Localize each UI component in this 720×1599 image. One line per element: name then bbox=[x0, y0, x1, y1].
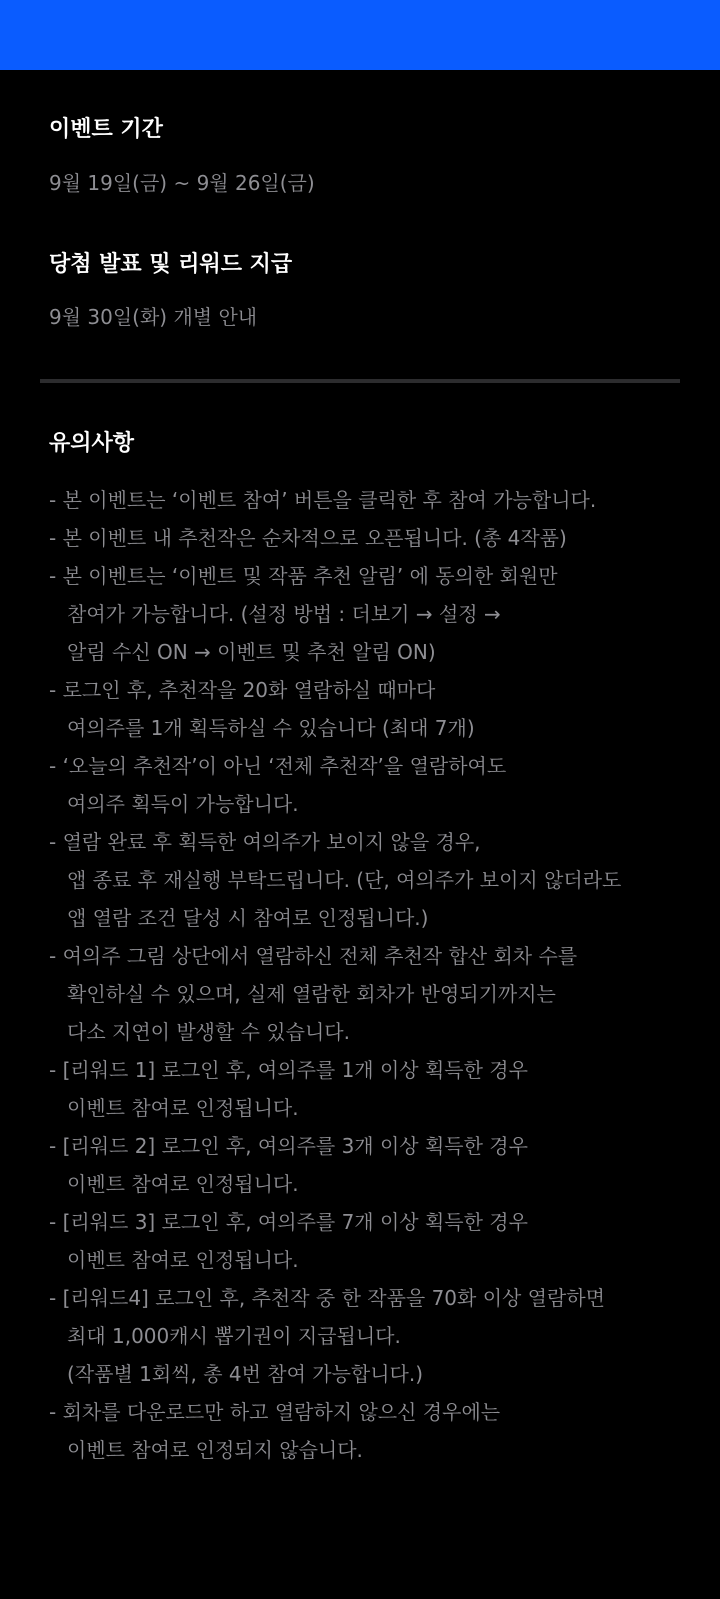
note-line: 여의주를 1개 획득하실 수 있습니다 (최대 7개) bbox=[67, 716, 475, 740]
note-line: 이벤트 참여로 인정되지 않습니다. bbox=[67, 1438, 363, 1462]
note-line: - 본 이벤트는 ‘이벤트 및 작품 추천 알림’ 에 동의한 회원만 bbox=[49, 564, 558, 588]
note-line: 앱 종료 후 재실행 부탁드립니다. (단, 여의주가 보이지 않더라도 bbox=[67, 868, 622, 892]
note-line: 확인하실 수 있으며, 실제 열람한 회차가 반영되기까지는 bbox=[67, 982, 556, 1006]
note-line: 최대 1,000캐시 뽑기권이 지급됩니다. bbox=[67, 1324, 401, 1348]
note-line: - [리워드4] 로그인 후, 추천작 중 한 작품을 70화 이상 열람하면 bbox=[49, 1286, 605, 1310]
note-line: - 본 이벤트 내 추천작은 순차적으로 오픈됩니다. (총 4작품) bbox=[49, 526, 567, 550]
note-line: 이벤트 참여로 인정됩니다. bbox=[67, 1096, 299, 1120]
note-line: 이벤트 참여로 인정됩니다. bbox=[67, 1248, 299, 1272]
note-line: - 열람 완료 후 획득한 여의주가 보이지 않을 경우, bbox=[49, 830, 481, 854]
notes-title: 유의사항 bbox=[49, 431, 135, 456]
event-period-title: 이벤트 기간 bbox=[49, 117, 163, 142]
note-line: - [리워드 1] 로그인 후, 여의주를 1개 이상 획득한 경우 bbox=[49, 1058, 528, 1082]
event-period-value: 9월 19일(금) ~ 9월 26일(금) bbox=[49, 171, 315, 195]
section-divider bbox=[40, 379, 680, 383]
note-line: 여의주 획득이 가능합니다. bbox=[67, 792, 299, 816]
note-line: - ‘오늘의 추천작’이 아닌 ‘전체 추천작’을 열람하여도 bbox=[49, 754, 507, 778]
announcement-title: 당첨 발표 및 리워드 지급 bbox=[49, 252, 293, 277]
note-line: 앱 열람 조건 달성 시 참여로 인정됩니다.) bbox=[67, 906, 429, 930]
note-line: (작품별 1회씩, 총 4번 참여 가능합니다.) bbox=[67, 1362, 424, 1386]
note-line: - 회차를 다운로드만 하고 열람하지 않으신 경우에는 bbox=[49, 1400, 501, 1424]
note-line: - 본 이벤트는 ‘이벤트 참여’ 버튼을 클릭한 후 참여 가능합니다. bbox=[49, 488, 597, 512]
announcement-value: 9월 30일(화) 개별 안내 bbox=[49, 305, 258, 329]
note-line: 다소 지연이 발생할 수 있습니다. bbox=[67, 1020, 350, 1044]
note-line: 참여가 가능합니다. (설정 방법 : 더보기 → 설정 → bbox=[67, 602, 501, 626]
note-line: 이벤트 참여로 인정됩니다. bbox=[67, 1172, 299, 1196]
note-line: - [리워드 3] 로그인 후, 여의주를 7개 이상 획득한 경우 bbox=[49, 1210, 528, 1234]
note-line: - 로그인 후, 추천작을 20화 열람하실 때마다 bbox=[49, 678, 436, 702]
note-line: - 여의주 그림 상단에서 열람하신 전체 추천작 합산 회차 수를 bbox=[49, 944, 578, 968]
note-line: 알림 수신 ON → 이벤트 및 추천 알림 ON) bbox=[67, 640, 436, 664]
top-header-bar bbox=[0, 0, 720, 70]
note-line: - [리워드 2] 로그인 후, 여의주를 3개 이상 획득한 경우 bbox=[49, 1134, 528, 1158]
notes-list bbox=[49, 481, 709, 1469]
